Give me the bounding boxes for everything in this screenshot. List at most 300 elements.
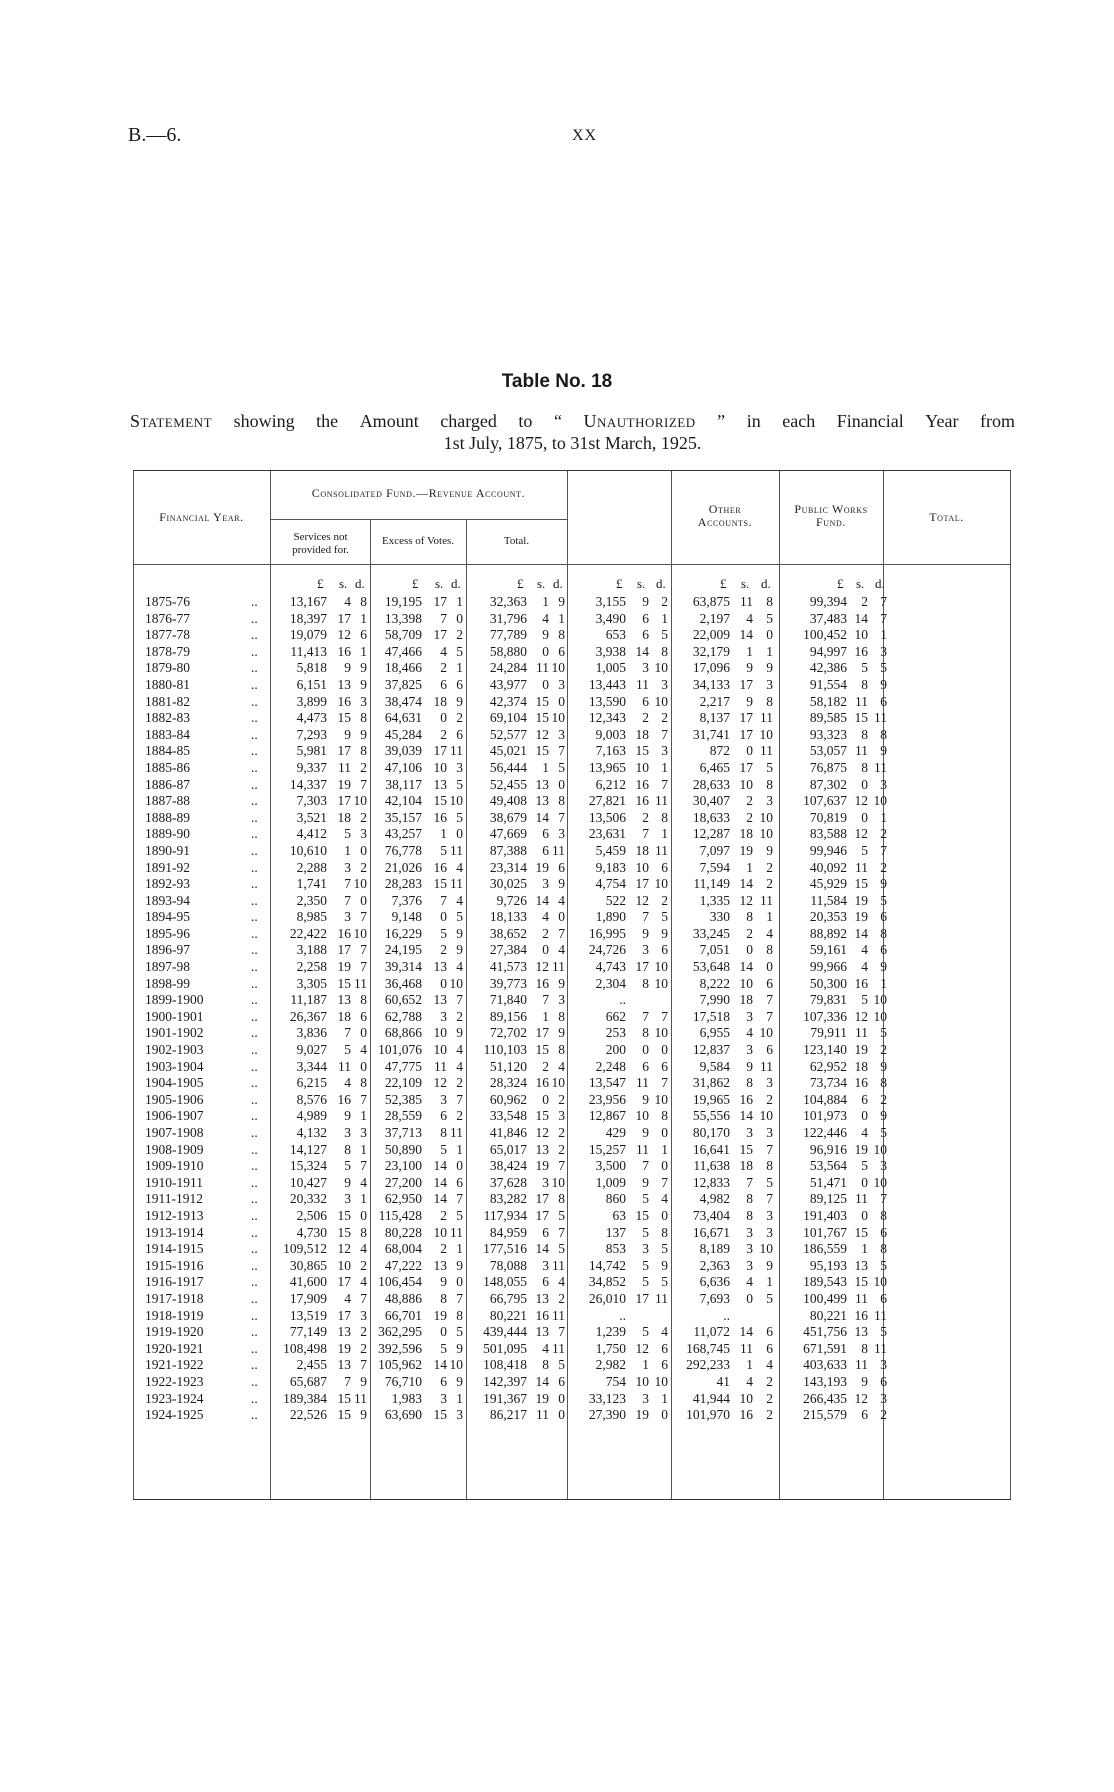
amount-shillings: 10 xyxy=(635,859,649,875)
amount-shillings: 15 xyxy=(337,1390,351,1406)
amount-shillings: 0 xyxy=(542,1091,549,1107)
amount-pence: 2 xyxy=(766,1390,773,1406)
amount-pence: 7 xyxy=(360,959,367,975)
amount-pounds: 9,726 xyxy=(496,892,527,908)
amount-pounds: 330 xyxy=(709,909,730,925)
amount-pence: 0 xyxy=(360,892,367,908)
amount-pence: 5 xyxy=(558,1241,565,1257)
amount-pence: 8 xyxy=(661,1108,668,1124)
amount-shillings: 2 xyxy=(440,660,447,676)
amount-pence: 2 xyxy=(558,1125,565,1140)
amount-pounds: 26,010 xyxy=(588,1290,626,1306)
amount-pounds: 6,955 xyxy=(699,1025,730,1041)
amount-pounds: 6,151 xyxy=(296,676,327,692)
amount-shillings: 3 xyxy=(440,1008,447,1024)
amount-pounds: 653 xyxy=(605,627,626,643)
financial-year-cell: 1879-80 xyxy=(145,660,190,676)
amount-shillings: 12 xyxy=(337,627,351,643)
amount-shillings: 9 xyxy=(746,660,753,676)
amount-pounds: 28,559 xyxy=(384,1108,422,1124)
amount-shillings: 16 xyxy=(337,643,351,659)
amount-pence: 7 xyxy=(558,809,565,825)
amount-pounds: 77,149 xyxy=(289,1324,327,1340)
amount-pounds: 3,521 xyxy=(296,809,327,825)
amount-pounds: 3,344 xyxy=(296,1058,327,1074)
amount-pounds: 35,157 xyxy=(384,809,422,825)
leader-dots: .. xyxy=(251,1324,258,1340)
table-row xyxy=(133,1059,1011,1076)
amount-pence: 7 xyxy=(360,1091,367,1107)
amount-shillings: 5 xyxy=(642,1224,649,1240)
amount-shillings: 0 xyxy=(440,975,447,991)
amount-shillings: 12 xyxy=(433,1075,447,1091)
amount-pence: 1 xyxy=(456,1141,463,1157)
amount-pence: 11 xyxy=(760,743,773,759)
amount-pence: 3 xyxy=(766,1075,773,1091)
amount-shillings: 6 xyxy=(542,1274,549,1290)
table-row xyxy=(133,992,1011,1009)
amount-shillings: 7 xyxy=(642,909,649,925)
amount-shillings: 8 xyxy=(642,1025,649,1041)
amount-shillings: 12 xyxy=(337,1241,351,1257)
table-row xyxy=(133,876,1011,893)
amount-pounds: 41,846 xyxy=(489,1125,527,1140)
unit-pounds: £ xyxy=(616,576,623,591)
amount-pounds: 27,821 xyxy=(588,793,626,809)
amount-shillings: 8 xyxy=(861,726,868,742)
leader-dots: .. xyxy=(251,676,258,692)
amount-pounds: 83,588 xyxy=(809,826,847,842)
caption-line-2: 1st July, 1875, to 31st March, 1925. xyxy=(443,433,702,453)
amount-pence: 1 xyxy=(661,826,668,842)
amount-pence: 10 xyxy=(654,876,668,892)
amount-pence: 10 xyxy=(759,826,773,842)
financial-year-cell: 1916-1917 xyxy=(145,1274,204,1290)
amount-pounds: 266,435 xyxy=(803,1390,847,1406)
amount-pounds: 2,350 xyxy=(296,892,327,908)
amount-pounds: 14,337 xyxy=(289,776,327,792)
amount-pounds: 16,641 xyxy=(692,1141,730,1157)
amount-pounds: 47,775 xyxy=(384,1058,422,1074)
amount-pounds: 2,197 xyxy=(699,610,730,626)
amount-shillings: 3 xyxy=(746,1224,753,1240)
amount-pence: 0 xyxy=(661,1042,668,1058)
amount-pounds: 72,702 xyxy=(489,1025,527,1041)
amount-pence: 2 xyxy=(456,1075,463,1091)
amount-pounds: 4,989 xyxy=(296,1108,327,1124)
amount-shillings: 19 xyxy=(854,909,868,925)
amount-shillings: 17 xyxy=(739,726,753,742)
amount-pence: 11 xyxy=(450,842,463,858)
amount-pence: 4 xyxy=(456,859,463,875)
amount-shillings: 11 xyxy=(855,859,868,875)
amount-shillings: 14 xyxy=(433,1191,447,1207)
amount-pence: 7 xyxy=(880,594,887,609)
amount-shillings: 16 xyxy=(854,643,868,659)
amount-pounds: 73,734 xyxy=(809,1075,847,1091)
amount-pence: 11 xyxy=(874,759,887,775)
amount-shillings: 13 xyxy=(854,1324,868,1340)
amount-pounds: 45,284 xyxy=(384,726,422,742)
amount-pence: 7 xyxy=(360,1158,367,1174)
amount-pounds: 58,880 xyxy=(489,643,527,659)
amount-pence: 5 xyxy=(558,1207,565,1223)
amount-pence: 9 xyxy=(766,1257,773,1273)
amount-pounds: .. xyxy=(619,992,626,1008)
leader-dots: .. xyxy=(251,959,258,975)
financial-year-cell: 1877-78 xyxy=(145,627,190,643)
amount-pounds: 1,009 xyxy=(595,1174,626,1190)
leader-dots: .. xyxy=(251,1025,258,1041)
amount-pence: 8 xyxy=(766,776,773,792)
amount-shillings: 17 xyxy=(337,793,351,809)
amount-pence: 2 xyxy=(661,594,668,609)
amount-pence: 10 xyxy=(654,693,668,709)
amount-shillings: 18 xyxy=(739,992,753,1008)
amount-pence: 7 xyxy=(360,942,367,958)
amount-pence: 1 xyxy=(661,1141,668,1157)
amount-shillings: 8 xyxy=(440,1290,447,1306)
amount-pounds: 13,443 xyxy=(588,676,626,692)
amount-shillings: 16 xyxy=(854,975,868,991)
caption-word: from xyxy=(979,411,1015,431)
amount-pounds: 27,200 xyxy=(384,1174,422,1190)
amount-pounds: 89,125 xyxy=(809,1191,847,1207)
amount-shillings: 2 xyxy=(746,925,753,941)
amount-pence: 9 xyxy=(880,743,887,759)
amount-shillings: 4 xyxy=(746,1025,753,1041)
amount-pence: 10 xyxy=(353,925,367,941)
financial-year-cell: 1906-1907 xyxy=(145,1108,204,1124)
amount-pounds: 9,584 xyxy=(699,1058,730,1074)
amount-pence: 10 xyxy=(873,1141,887,1157)
amount-shillings: 6 xyxy=(440,676,447,692)
table-caption xyxy=(130,410,1015,454)
amount-pence: 4 xyxy=(766,1357,773,1373)
leader-dots: .. xyxy=(251,942,258,958)
amount-pounds: 26,367 xyxy=(289,1008,327,1024)
amount-shillings: 3 xyxy=(746,1125,753,1140)
amount-pounds: 78,088 xyxy=(489,1257,527,1273)
amount-shillings: 14 xyxy=(535,1241,549,1257)
amount-shillings: 17 xyxy=(433,743,447,759)
amount-pence: 2 xyxy=(558,1290,565,1306)
amount-pounds: 65,017 xyxy=(489,1141,527,1157)
financial-year-cell: 1907-1908 xyxy=(145,1125,204,1140)
financial-year-cell: 1880-81 xyxy=(145,676,190,692)
amount-pounds: 53,648 xyxy=(692,959,730,975)
amount-shillings: 16 xyxy=(739,1407,753,1423)
amount-pounds: 3,490 xyxy=(595,610,626,626)
amount-shillings: 16 xyxy=(535,1075,549,1091)
caption-word: “ xyxy=(553,411,562,431)
amount-pence: 10 xyxy=(449,975,463,991)
leader-dots: .. xyxy=(251,793,258,809)
amount-pounds: 99,946 xyxy=(809,842,847,858)
amount-shillings: 5 xyxy=(344,1042,351,1058)
caption-word: ” xyxy=(717,411,726,431)
amount-shillings: 10 xyxy=(433,1224,447,1240)
amount-pounds: 41 xyxy=(716,1373,730,1389)
amount-pounds: 2,982 xyxy=(595,1357,626,1373)
amount-shillings: 0 xyxy=(440,1324,447,1340)
amount-shillings: 12 xyxy=(535,726,549,742)
financial-year-cell: 1922-1923 xyxy=(145,1373,204,1389)
amount-pence: 8 xyxy=(558,1042,565,1058)
amount-pence: 3 xyxy=(360,1307,367,1323)
amount-pounds: 104,884 xyxy=(803,1091,847,1107)
amount-pounds: 522 xyxy=(605,892,626,908)
amount-pounds: 1,890 xyxy=(595,909,626,925)
amount-pounds: 55,556 xyxy=(692,1108,730,1124)
unauthorized-table xyxy=(133,470,1011,1500)
amount-pence: 6 xyxy=(661,1058,668,1074)
amount-pounds: 32,363 xyxy=(489,594,527,609)
amount-pence: 0 xyxy=(661,1125,668,1140)
amount-pounds: 24,284 xyxy=(489,660,527,676)
table-row xyxy=(133,909,1011,926)
amount-pounds: 27,384 xyxy=(489,942,527,958)
unit-shillings: s. xyxy=(435,576,444,591)
amount-pence: 7 xyxy=(661,1075,668,1091)
amount-shillings: 16 xyxy=(433,809,447,825)
amount-pounds: 1,750 xyxy=(595,1340,626,1356)
amount-shillings: 5 xyxy=(861,992,868,1008)
amount-pounds: 2,288 xyxy=(296,859,327,875)
amount-pounds: 108,418 xyxy=(483,1357,527,1373)
unit-pounds: £ xyxy=(837,576,844,591)
amount-pence: 5 xyxy=(456,776,463,792)
amount-pounds: 8,576 xyxy=(296,1091,327,1107)
amount-shillings: 3 xyxy=(440,1390,447,1406)
financial-year-cell: 1901-1902 xyxy=(145,1025,204,1041)
unit-pounds: £ xyxy=(317,576,324,591)
amount-pounds: .. xyxy=(619,1307,626,1323)
amount-pence: 2 xyxy=(360,1324,367,1340)
leader-dots: .. xyxy=(251,1257,258,1273)
amount-pounds: 106,454 xyxy=(378,1274,422,1290)
amount-pence: 11 xyxy=(874,1307,887,1323)
amount-pounds: 142,397 xyxy=(483,1373,527,1389)
amount-pence: 9 xyxy=(360,1373,367,1389)
caption-word: the xyxy=(316,411,339,431)
amount-shillings: 10 xyxy=(433,1025,447,1041)
amount-shillings: 15 xyxy=(535,693,549,709)
amount-pounds: 4,754 xyxy=(595,876,626,892)
amount-pounds: 31,796 xyxy=(489,610,527,626)
amount-pence: 10 xyxy=(873,1008,887,1024)
amount-pence: 6 xyxy=(880,693,887,709)
amount-pounds: 37,713 xyxy=(384,1125,422,1140)
amount-pence: 7 xyxy=(880,842,887,858)
table-row xyxy=(133,976,1011,993)
amount-shillings: 1 xyxy=(542,1008,549,1024)
leader-dots: .. xyxy=(251,1158,258,1174)
amount-pence: 0 xyxy=(360,1025,367,1041)
amount-pence: 6 xyxy=(880,1290,887,1306)
amount-pounds: 88,892 xyxy=(809,925,847,941)
amount-shillings: 18 xyxy=(739,826,753,842)
table-row xyxy=(133,594,1011,611)
amount-shillings: 13 xyxy=(535,793,549,809)
table-row xyxy=(133,1025,1011,1042)
amount-shillings: 9 xyxy=(746,1058,753,1074)
amount-pence: 5 xyxy=(456,909,463,925)
leader-dots: .. xyxy=(251,726,258,742)
amount-shillings: 15 xyxy=(535,743,549,759)
amount-pounds: 2,258 xyxy=(296,959,327,975)
amount-pence: 3 xyxy=(456,1407,463,1423)
financial-year-cell: 1914-1915 xyxy=(145,1241,204,1257)
amount-shillings: 4 xyxy=(746,610,753,626)
amount-pounds: 11,413 xyxy=(290,643,327,659)
table-row xyxy=(133,1009,1011,1026)
amount-pence: 8 xyxy=(766,942,773,958)
amount-shillings: 14 xyxy=(854,610,868,626)
amount-shillings: 8 xyxy=(746,1075,753,1091)
amount-pounds: 200 xyxy=(605,1042,626,1058)
amount-shillings: 2 xyxy=(861,594,868,609)
amount-shillings: 13 xyxy=(535,776,549,792)
amount-pence: 1 xyxy=(880,809,887,825)
amount-pounds: 94,997 xyxy=(809,643,847,659)
amount-pounds: 11,638 xyxy=(693,1158,730,1174)
amount-shillings: 5 xyxy=(344,826,351,842)
amount-pence: 7 xyxy=(661,1174,668,1190)
amount-pence: 5 xyxy=(766,759,773,775)
amount-shillings: 3 xyxy=(542,876,549,892)
amount-pounds: 33,123 xyxy=(588,1390,626,1406)
amount-pounds: 189,543 xyxy=(803,1274,847,1290)
table-body xyxy=(133,594,1011,1424)
amount-pence: 8 xyxy=(880,1207,887,1223)
amount-shillings: 3 xyxy=(642,942,649,958)
financial-year-cell: 1910-1911 xyxy=(145,1174,203,1190)
amount-pence: 2 xyxy=(558,1141,565,1157)
amount-pence: 0 xyxy=(456,1158,463,1174)
amount-pence: 10 xyxy=(654,1025,668,1041)
amount-shillings: 12 xyxy=(635,1340,649,1356)
amount-pence: 10 xyxy=(654,959,668,975)
unit-pounds: £ xyxy=(517,576,524,591)
amount-pence: 10 xyxy=(759,1241,773,1257)
amount-pence: 5 xyxy=(661,627,668,643)
financial-year-cell: 1881-82 xyxy=(145,693,190,709)
amount-pounds: 4,743 xyxy=(595,959,626,975)
amount-shillings: 7 xyxy=(746,1174,753,1190)
amount-pence: 10 xyxy=(654,975,668,991)
amount-shillings: 11 xyxy=(855,1357,868,1373)
amount-shillings: 14 xyxy=(635,643,649,659)
amount-shillings: 2 xyxy=(642,809,649,825)
amount-pence: 6 xyxy=(766,975,773,991)
amount-pence: 6 xyxy=(558,643,565,659)
amount-pence: 11 xyxy=(655,793,668,809)
amount-pence: 0 xyxy=(558,1390,565,1406)
amount-shillings: 6 xyxy=(542,826,549,842)
amount-pence: 11 xyxy=(552,959,565,975)
caption-word: in xyxy=(746,411,761,431)
amount-shillings: 17 xyxy=(635,1290,649,1306)
amount-pence: 0 xyxy=(661,1407,668,1423)
amount-pence: 6 xyxy=(456,676,463,692)
unit-shillings: s. xyxy=(741,576,750,591)
amount-shillings: 2 xyxy=(440,1207,447,1223)
financial-year-cell: 1882-83 xyxy=(145,710,190,726)
amount-pounds: 19,195 xyxy=(384,594,422,609)
amount-pence: 2 xyxy=(456,710,463,726)
amount-pence: 9 xyxy=(766,842,773,858)
amount-pounds: 107,336 xyxy=(803,1008,847,1024)
amount-shillings: 19 xyxy=(535,1158,549,1174)
amount-shillings: 0 xyxy=(861,1207,868,1223)
amount-pence: 10 xyxy=(654,660,668,676)
amount-pounds: 28,283 xyxy=(384,876,422,892)
amount-pounds: 30,407 xyxy=(692,793,730,809)
amount-shillings: 6 xyxy=(440,1108,447,1124)
amount-shillings: 11 xyxy=(855,1025,868,1041)
amount-shillings: 0 xyxy=(440,710,447,726)
amount-pence: 0 xyxy=(360,842,367,858)
amount-pence: 8 xyxy=(360,992,367,1008)
amount-shillings: 11 xyxy=(855,1191,868,1207)
amount-pounds: 109,512 xyxy=(283,1241,327,1257)
amount-shillings: 11 xyxy=(855,743,868,759)
amount-pounds: 63 xyxy=(612,1207,626,1223)
amount-pence: 2 xyxy=(766,859,773,875)
amount-shillings: 7 xyxy=(344,1025,351,1041)
amount-shillings: 19 xyxy=(337,1340,351,1356)
amount-pence: 11 xyxy=(874,710,887,726)
amount-pounds: 7,693 xyxy=(699,1290,730,1306)
amount-pounds: 89,156 xyxy=(489,1008,527,1024)
amount-pounds: 38,679 xyxy=(489,809,527,825)
amount-pence: 11 xyxy=(760,892,773,908)
leader-dots: .. xyxy=(251,643,258,659)
amount-shillings: 3 xyxy=(344,1191,351,1207)
leader-dots: .. xyxy=(251,594,258,609)
amount-pounds: 63,875 xyxy=(692,594,730,609)
amount-pounds: 65,687 xyxy=(289,1373,327,1389)
table-row xyxy=(133,1324,1011,1341)
amount-shillings: 17 xyxy=(635,959,649,975)
amount-pence: 3 xyxy=(880,1390,887,1406)
amount-shillings: 2 xyxy=(746,809,753,825)
financial-year-cell: 1897-98 xyxy=(145,959,190,975)
table-row xyxy=(133,1241,1011,1258)
table-row xyxy=(133,810,1011,827)
amount-pence: 3 xyxy=(766,676,773,692)
amount-pounds: 49,408 xyxy=(489,793,527,809)
amount-pounds: 39,039 xyxy=(384,743,422,759)
amount-pounds: 80,221 xyxy=(809,1307,847,1323)
leader-dots: .. xyxy=(251,859,258,875)
amount-shillings: 9 xyxy=(642,1174,649,1190)
amount-pounds: 12,867 xyxy=(588,1108,626,1124)
amount-pounds: 19,965 xyxy=(692,1091,730,1107)
amount-pence: 6 xyxy=(456,1174,463,1190)
amount-pounds: 22,009 xyxy=(692,627,730,643)
amount-pence: 9 xyxy=(360,676,367,692)
amount-pence: 10 xyxy=(873,1174,887,1190)
amount-shillings: 7 xyxy=(344,876,351,892)
amount-shillings: 10 xyxy=(739,776,753,792)
financial-year-cell: 1884-85 xyxy=(145,743,190,759)
amount-pounds: 24,726 xyxy=(588,942,626,958)
amount-pounds: 14,742 xyxy=(588,1257,626,1273)
amount-pence: 3 xyxy=(558,1108,565,1124)
amount-pence: 2 xyxy=(880,826,887,842)
